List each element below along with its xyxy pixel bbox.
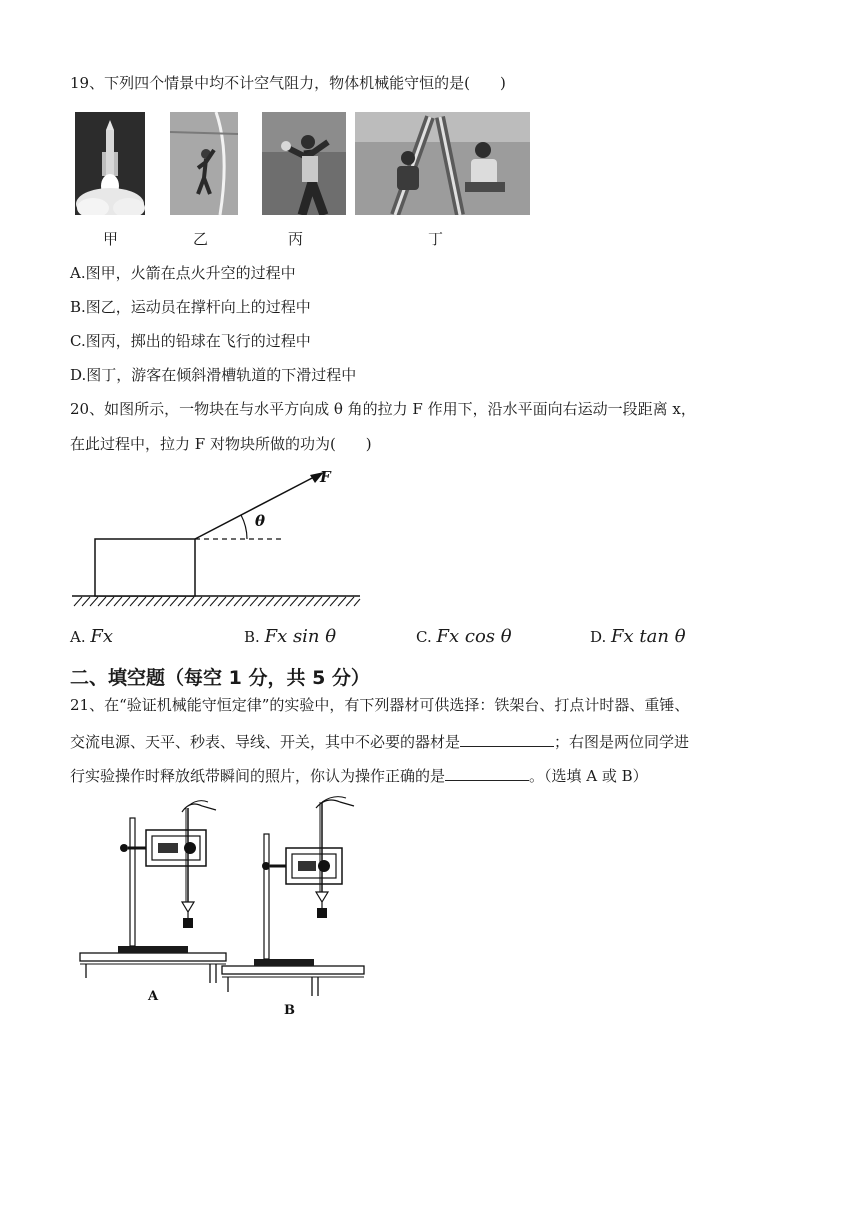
caption-ding: 丁 xyxy=(428,230,444,248)
q20-stem-line2: 在此过程中，拉力 F 对物块所做的功为( ) xyxy=(70,435,372,453)
figure-b-label: B xyxy=(284,1003,295,1018)
section-title: 二、填空题（每空 1 分，共 5 分） xyxy=(70,667,370,689)
q20-option-c: C. Fx cos θ xyxy=(416,626,512,647)
block-force-diagram xyxy=(68,462,368,612)
slide-track-photo xyxy=(355,112,530,215)
q20-option-a: A. Fx xyxy=(70,626,114,647)
figure-a-label: A xyxy=(148,989,159,1004)
caption-bing: 丙 xyxy=(288,230,304,248)
q20-option-d: D. Fx tan θ xyxy=(590,626,686,647)
q21-line2: 交流电源、天平、秒表、导线、开关，其中不必要的器材是 ；右图是两位同学进 xyxy=(70,730,689,752)
apparatus-figure-b xyxy=(218,796,368,1022)
answer-blank-1[interactable] xyxy=(460,730,554,747)
angle-label: θ xyxy=(255,512,266,530)
q20-option-b: B. Fx sin θ xyxy=(244,626,337,647)
caption-yi: 乙 xyxy=(193,230,209,248)
q20-stem-line1: 20、如图所示，一物块在与水平方向成 θ 角的拉力 F 作用下，沿水平面向右运动一段距离 x， xyxy=(70,400,696,418)
q19-option-d: D.图丁，游客在倾斜滑槽轨道的下滑过程中 xyxy=(70,366,357,384)
q19-stem: 19、下列四个情景中均不计空气阻力，物体机械能守恒的是( ) xyxy=(70,74,506,92)
caption-jia: 甲 xyxy=(103,230,119,248)
answer-blank-2[interactable] xyxy=(445,764,529,781)
apparatus-figure-a xyxy=(78,798,228,1008)
rocket-launch-photo xyxy=(75,112,145,215)
q19-option-b: B.图乙，运动员在撑杆向上的过程中 xyxy=(70,298,311,316)
q19-option-a: A.图甲，火箭在点火升空的过程中 xyxy=(70,264,296,282)
q21-line1: 21、在“验证机械能守恒定律”的实验中，有下列器材可供选择：铁架台、打点计时器、重锤、 xyxy=(70,696,690,714)
q21-line3: 行实验操作时释放纸带瞬间的照片，你认为操作正确的是 。（选填 A 或 B） xyxy=(70,764,648,786)
pole-vault-photo xyxy=(170,112,238,215)
force-label: F xyxy=(320,468,331,486)
q19-option-c: C.图丙，掷出的铅球在飞行的过程中 xyxy=(70,332,311,350)
shot-put-photo xyxy=(262,112,346,215)
block xyxy=(95,539,195,596)
